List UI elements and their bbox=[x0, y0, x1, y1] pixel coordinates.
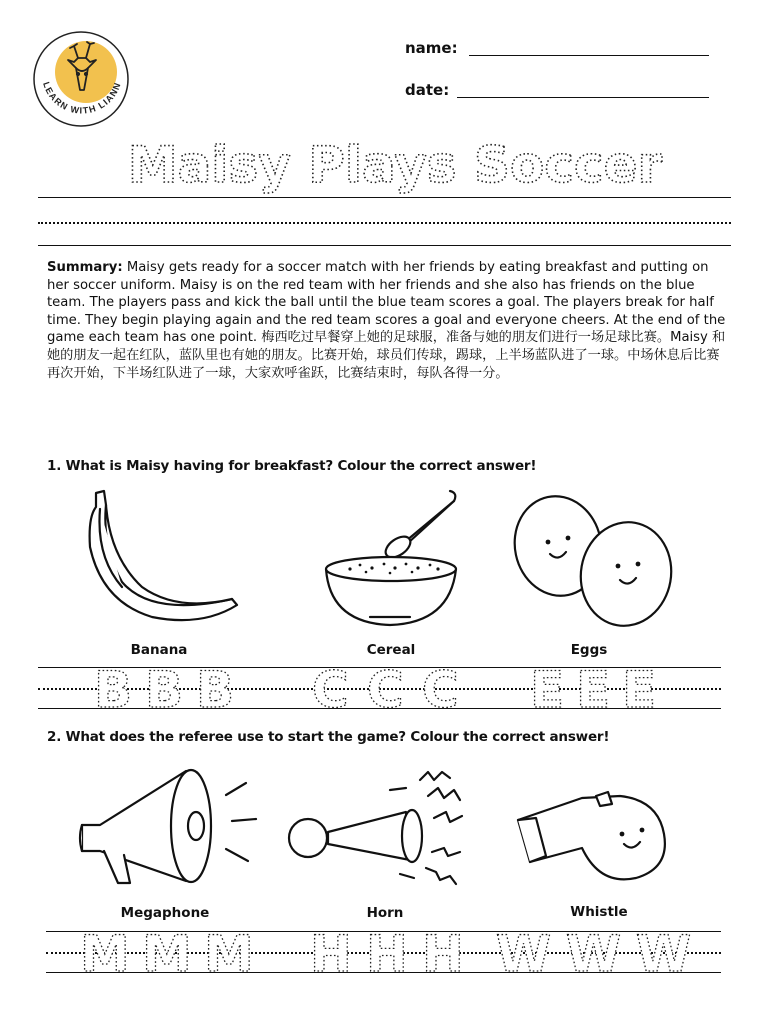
option-horn[interactable] bbox=[288, 768, 473, 892]
option-megaphone[interactable] bbox=[76, 763, 261, 897]
trace-letter: H bbox=[310, 925, 352, 983]
option-cereal[interactable] bbox=[320, 485, 470, 634]
name-field[interactable] bbox=[469, 55, 709, 56]
title-text: Maisy Plays Soccer bbox=[127, 136, 663, 194]
banana-icon bbox=[82, 487, 242, 632]
date-field[interactable] bbox=[457, 97, 709, 98]
trace-letter: E bbox=[622, 661, 657, 719]
logo-text: LEARN WITH LIANN bbox=[41, 80, 123, 116]
cereal-bowl-icon bbox=[320, 485, 470, 630]
trace-letter: M bbox=[204, 925, 254, 983]
megaphone-icon bbox=[76, 763, 261, 893]
option-label-eggs: Eggs bbox=[570, 642, 608, 658]
trace-letter: B bbox=[145, 661, 184, 719]
trace-letter: W bbox=[636, 925, 692, 983]
summary-chinese: 梅西吃过早餐穿上她的足球服，准备与她的朋友们进行一场足球比赛。Maisy 和她的朋友一起在红队，蓝队里也有她的朋友。比赛开始，球员们传球，踢球，上半场蓝队进了一球。中场休息后比赛再次开始，下半场红队进了一球，大家欢呼雀跃，比赛结束时，每队各得一分。 bbox=[47, 330, 726, 381]
trace-letter: C bbox=[367, 661, 404, 719]
option-label-whistle: Whistle bbox=[570, 904, 628, 920]
trace-letter: H bbox=[366, 925, 408, 983]
brand-logo bbox=[30, 28, 132, 130]
trace-letter: H bbox=[422, 925, 464, 983]
summary-english: Maisy gets ready for a soccer match with her friends by eating breakfast and putting on her soccer uniform. Maisy is on the red team with her friends and she also has friends on the blue team. The players pass and kick the ball until the blue team scores a goal. The players break for half time. They begin playing again and the red team scores a goal and everyone cheers. At the end of the game each team has one point. bbox=[47, 260, 726, 346]
option-label-horn: Horn bbox=[366, 905, 404, 921]
summary-block bbox=[47, 259, 727, 382]
summary-label: Summary: bbox=[47, 260, 123, 275]
title-top-line bbox=[38, 197, 731, 198]
trace-row-1[interactable] bbox=[90, 660, 730, 720]
date-label: date: bbox=[405, 81, 450, 99]
title-base-line bbox=[38, 245, 731, 246]
trace-letter: W bbox=[496, 925, 552, 983]
title-mid-line bbox=[38, 222, 731, 224]
option-label-megaphone: Megaphone bbox=[120, 905, 210, 921]
name-label: name: bbox=[405, 39, 458, 57]
option-whistle[interactable] bbox=[512, 782, 677, 896]
whistle-icon bbox=[512, 782, 677, 892]
question-1: 1. What is Maisy having for breakfast? Colour the correct answer! bbox=[47, 458, 537, 474]
trace-row-2[interactable] bbox=[76, 924, 736, 984]
option-label-cereal: Cereal bbox=[366, 642, 416, 658]
question-2: 2. What does the referee use to start the game? Colour the correct answer! bbox=[47, 729, 610, 745]
horn-icon bbox=[288, 768, 473, 888]
page-title bbox=[95, 132, 695, 192]
trace-letter: M bbox=[80, 925, 130, 983]
trace-letter: M bbox=[142, 925, 192, 983]
trace-letter: W bbox=[566, 925, 622, 983]
trace-letter: C bbox=[312, 661, 349, 719]
eggs-icon bbox=[512, 494, 677, 629]
option-label-banana: Banana bbox=[130, 642, 188, 658]
trace-letter: C bbox=[422, 661, 459, 719]
trace-letter: B bbox=[94, 661, 133, 719]
trace-letter: E bbox=[576, 661, 611, 719]
trace-letter: E bbox=[530, 661, 565, 719]
trace-letter: B bbox=[196, 661, 235, 719]
option-eggs[interactable] bbox=[512, 494, 677, 633]
option-banana[interactable] bbox=[82, 487, 242, 636]
